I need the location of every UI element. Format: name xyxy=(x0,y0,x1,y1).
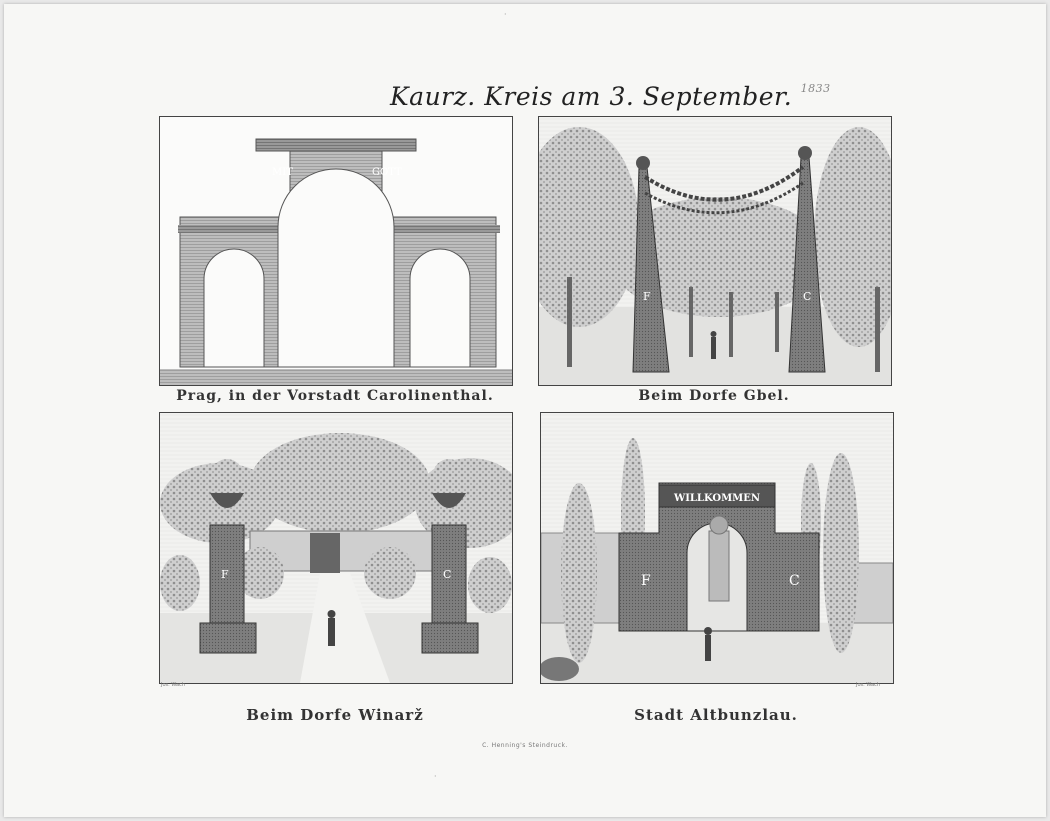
inscription-mit: MIT xyxy=(272,167,293,178)
paper-speck: · xyxy=(504,10,507,19)
print-sheet xyxy=(4,4,1046,817)
caption-carolinenthal: Prag, in der Vorstadt Carolinenthal. xyxy=(176,388,494,404)
gate-inscription: WILLKOMMEN xyxy=(673,493,761,504)
gate-illustration xyxy=(541,413,893,683)
panel-obelisks-gbel xyxy=(538,116,892,386)
title-text: Kaurz. Kreis am 3. September. xyxy=(390,82,793,111)
year-note: 1833 xyxy=(800,82,831,95)
monogram-f: F xyxy=(643,290,651,303)
panel-arch-carolinenthal xyxy=(159,116,513,386)
panel-pillars-winarz xyxy=(159,412,513,684)
monogram-c: C xyxy=(789,573,800,589)
monogram-c: C xyxy=(803,290,812,303)
pillars-illustration xyxy=(160,413,512,683)
inscription-gott: GOTT xyxy=(372,167,402,178)
monogram-c: C xyxy=(443,568,452,581)
monogram-f: F xyxy=(221,568,229,581)
artist-note-right: Jos. Wach xyxy=(856,682,880,688)
arch-illustration xyxy=(160,117,512,385)
printer-credit: C. Henning's Steindruck. xyxy=(482,742,568,749)
page-title xyxy=(390,82,831,111)
caption-altbunzlau: Stadt Altbunzlau. xyxy=(634,706,798,724)
panel-gate-altbunzlau xyxy=(540,412,894,684)
caption-winarz: Beim Dorfe Winarž xyxy=(246,706,424,724)
monogram-f: F xyxy=(641,573,651,589)
artist-note-left: Jos. Wach xyxy=(161,682,185,688)
caption-gbel: Beim Dorfe Gbel. xyxy=(638,388,790,404)
paper-speck: · xyxy=(434,772,437,781)
obelisk-illustration xyxy=(539,117,891,385)
